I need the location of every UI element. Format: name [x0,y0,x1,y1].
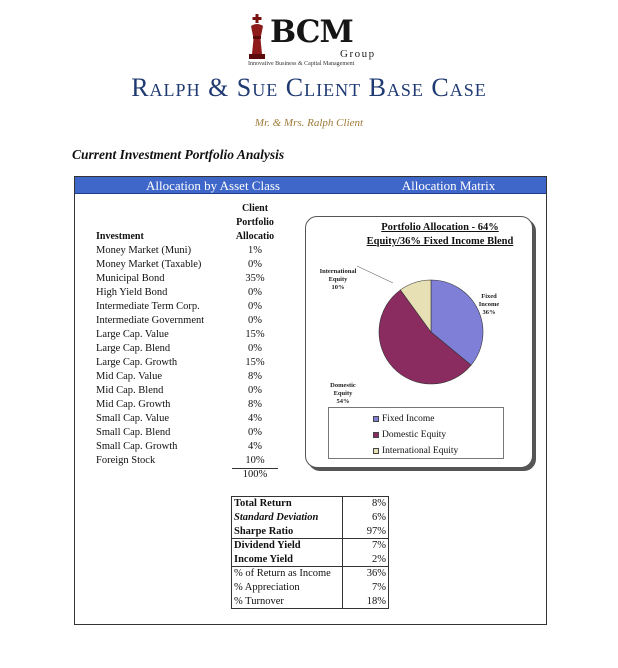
allocation-value: 0% [248,259,262,270]
page-title: Ralph & Sue Client Base Case [131,73,487,102]
allocation-row [96,398,286,412]
allocation-value: 15% [245,329,265,340]
logo-tagline: Innovative Business & Capital Management [248,61,355,67]
investment-name: Large Cap. Growth [96,357,178,368]
allocation-value: 4% [248,441,262,452]
stat-row [232,525,389,539]
slice-data-label: Fixed [481,293,497,300]
stat-row [232,497,389,511]
investment-name: Small Cap. Growth [96,441,178,452]
slice-data-label: Income [478,301,500,308]
allocation-row [96,440,286,454]
stat-row [232,539,389,553]
investment-name: Municipal Bond [96,273,165,284]
allocation-row [96,328,286,342]
allocation-value: 0% [248,343,262,354]
legend-swatch [373,432,379,438]
legend-item [329,444,499,458]
slice-data-label: 36% [482,309,496,316]
allocation-row [96,314,286,328]
stat-value: 8% [372,498,386,510]
legend-label: Fixed Income [382,414,435,424]
allocation-value: 0% [248,427,262,438]
allocation-row [96,244,286,258]
allocation-value: 15% [245,357,265,368]
slice-data-label: Equity [333,390,353,397]
investment-name: Intermediate Government [96,315,205,326]
slice-data-label: Domestic [330,382,356,389]
col-header-line: Allocatio [235,231,275,242]
stat-value: 97% [342,525,388,539]
slice-data-label: Equity [328,276,348,283]
allocation-value: 8% [248,399,262,410]
stat-value: 7% [372,582,386,593]
investment-name: Mid Cap. Value [96,371,163,382]
allocation-value: 10% [245,455,265,466]
client-portfolio-allocation-header [223,202,287,244]
col-header-line: Client [241,203,269,214]
investment-name: Mid Cap. Growth [96,399,171,410]
allocation-value: 4% [248,413,262,424]
leader-line [357,266,393,283]
allocation-value: 0% [248,287,262,298]
stat-label: Income Yield [232,553,343,567]
bcm-logo [244,12,384,68]
slice-data-label: 54% [336,398,350,405]
chess-king-icon [246,14,268,62]
col-header-line: Portfolio [236,217,274,228]
investment-name: Large Cap. Blend [96,343,171,354]
stat-row [232,511,389,525]
allocation-row [96,356,286,370]
stat-row [232,567,389,581]
investment-name: Intermediate Term Corp. [96,301,200,312]
stat-value: 2% [342,553,388,567]
investment-name: Large Cap. Value [96,329,169,340]
allocation-value: 8% [248,371,262,382]
logo-group-text: Group [340,48,376,60]
allocation-row [96,342,286,356]
stat-label: % of Return as Income [232,567,343,581]
allocation-row [96,412,286,426]
allocation-value: 0% [248,301,262,312]
stat-value: 36% [366,568,386,580]
allocation-row [96,426,286,440]
stat-row [232,595,389,609]
investment-name: Small Cap. Value [96,413,170,424]
stat-label: % Turnover [232,595,343,609]
slice-data-label: 10% [331,284,345,291]
investment-header: Investment [96,231,144,242]
allocation-matrix-header: Allocation Matrix [401,178,496,193]
allocation-by-asset-class-header: Allocation by Asset Class [146,178,280,193]
panel-header [75,177,546,194]
investment-name: Foreign Stock [96,455,156,466]
stat-label: % Appreciation [232,581,343,595]
legend-swatch [373,416,379,422]
investment-name: Mid Cap. Blend [96,385,164,396]
chart-title-line: Equity/36% Fixed Income Blend [366,236,514,247]
allocation-row [96,286,286,300]
allocation-row [96,272,286,286]
client-subtitle: Mr. & Mrs. Ralph Client [254,117,364,129]
stat-label: Standard Deviation [232,511,343,525]
statistics-table [231,496,389,609]
stat-row [232,553,389,567]
investment-name: Money Market (Muni) [96,245,192,256]
allocation-value: 35% [245,273,265,284]
stat-label: Dividend Yield [232,539,343,553]
investment-name: Small Cap. Blend [96,427,171,438]
slice-data-label: International [319,268,357,275]
allocation-row [96,300,286,314]
stat-row [232,581,389,595]
legend-item [329,412,499,426]
stat-label: Sharpe Ratio [232,525,343,539]
allocation-value: 1% [248,245,262,256]
allocation-row [96,454,286,468]
investment-name: High Yield Bond [96,287,168,298]
legend-item [329,428,499,442]
legend-label: Domestic Equity [382,430,447,440]
stat-value: 7% [372,540,386,552]
allocation-total: 100% [242,469,268,480]
allocation-row [96,258,286,272]
allocation-row [96,384,286,398]
stat-label: Total Return [232,497,343,511]
investment-name: Money Market (Taxable) [96,259,202,270]
chart-legend [328,407,504,459]
legend-label: International Equity [382,446,459,456]
logo-wordmark: BCM [270,14,353,50]
stat-value: 18% [366,595,386,607]
legend-swatch [373,448,379,454]
allocation-rows [96,244,286,468]
allocation-value: 0% [248,315,262,326]
allocation-value: 0% [248,385,262,396]
portfolio-panel [74,176,547,625]
allocation-row [96,370,286,384]
chart-title-line: Portfolio Allocation - 64% [381,222,499,233]
stat-value: 6% [372,512,386,523]
section-title: Current Investment Portfolio Analysis [72,147,285,162]
